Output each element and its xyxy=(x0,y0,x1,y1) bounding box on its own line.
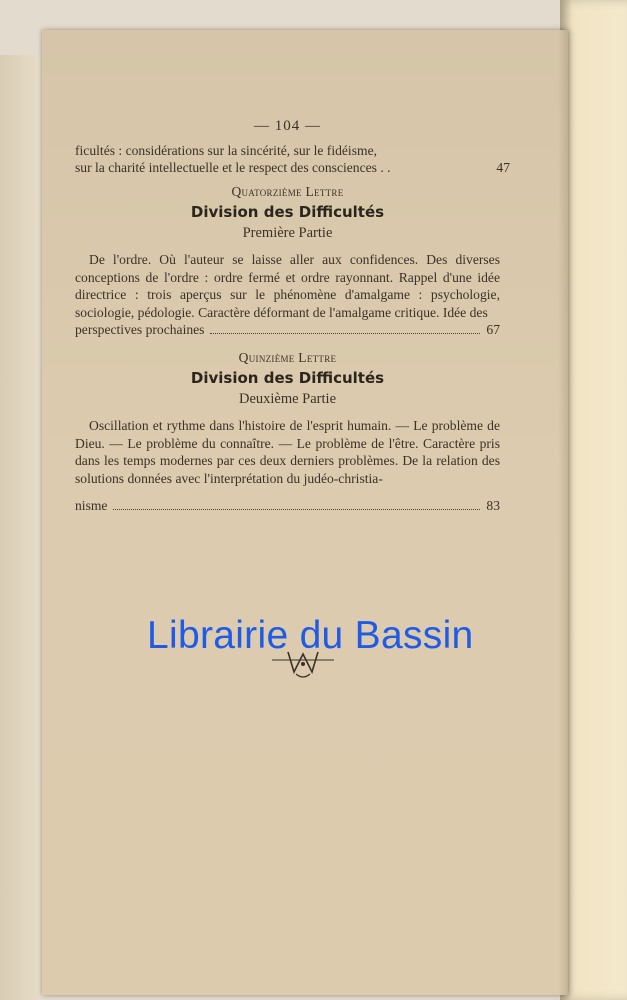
letter-heading: Quinzième Lettre xyxy=(238,349,337,365)
table-of-contents xyxy=(75,118,510,515)
toc-entry-body: De l'ordre. Où l'auteur se laisse aller aux confidences. Des diverses conceptions de l'ordre : ordre fermé et ordre rayonnant. Rappel d'une idée directrice : trois aperçus sur le phénomène d'amalgame : psychologie, sociologie, pédologie. Caractère déformant de l'amalgame critique. Idée des xyxy=(75,252,500,320)
toc-entry-last-words: perspectives prochaines xyxy=(75,322,205,337)
part-title: Deuxième Partie xyxy=(238,390,337,407)
section-title: Division des Difficultés xyxy=(190,203,385,221)
part-title: Première Partie xyxy=(242,224,333,241)
adjacent-page-edge xyxy=(560,0,627,1000)
toc-entry-intro-text: sur la charité intellectuelle et le respect des consciences . . xyxy=(75,160,391,175)
letter-heading: Quatorzième Lettre xyxy=(231,183,344,199)
dot-leader xyxy=(210,333,480,334)
toc-entry-page: 67 xyxy=(486,322,500,337)
printer-ornament-icon xyxy=(270,644,336,680)
page-edge-shadow xyxy=(558,30,568,995)
toc-entry-final-line xyxy=(75,321,500,339)
toc-entry-last-words: nisme xyxy=(75,498,108,513)
dot-leader xyxy=(113,509,480,510)
watermark-text: Librairie du Bassin xyxy=(147,614,474,657)
toc-entry-page: 83 xyxy=(486,498,500,513)
page-number: — 104 — xyxy=(254,118,321,134)
toc-entry-intro-page: 47 xyxy=(496,160,510,175)
underlying-sheet xyxy=(0,55,40,1000)
toc-entry-intro-line2 xyxy=(75,159,510,177)
toc-entry-intro-line1: ficultés : considérations sur la sincérité, sur le fidéisme, xyxy=(75,142,377,158)
toc-entry-final-line xyxy=(75,487,500,515)
section-title: Division des Difficultés xyxy=(190,369,385,387)
toc-entry-body: Oscillation et rythme dans l'histoire de l'esprit humain. — Le problème de Dieu. — Le problème du connaître. — Le problème de l'être. Caractère pris dans les temps modernes par ces deux derniers problèmes. De la relation des solutions données avec l'interprétation du judéo-christia- xyxy=(75,418,500,486)
